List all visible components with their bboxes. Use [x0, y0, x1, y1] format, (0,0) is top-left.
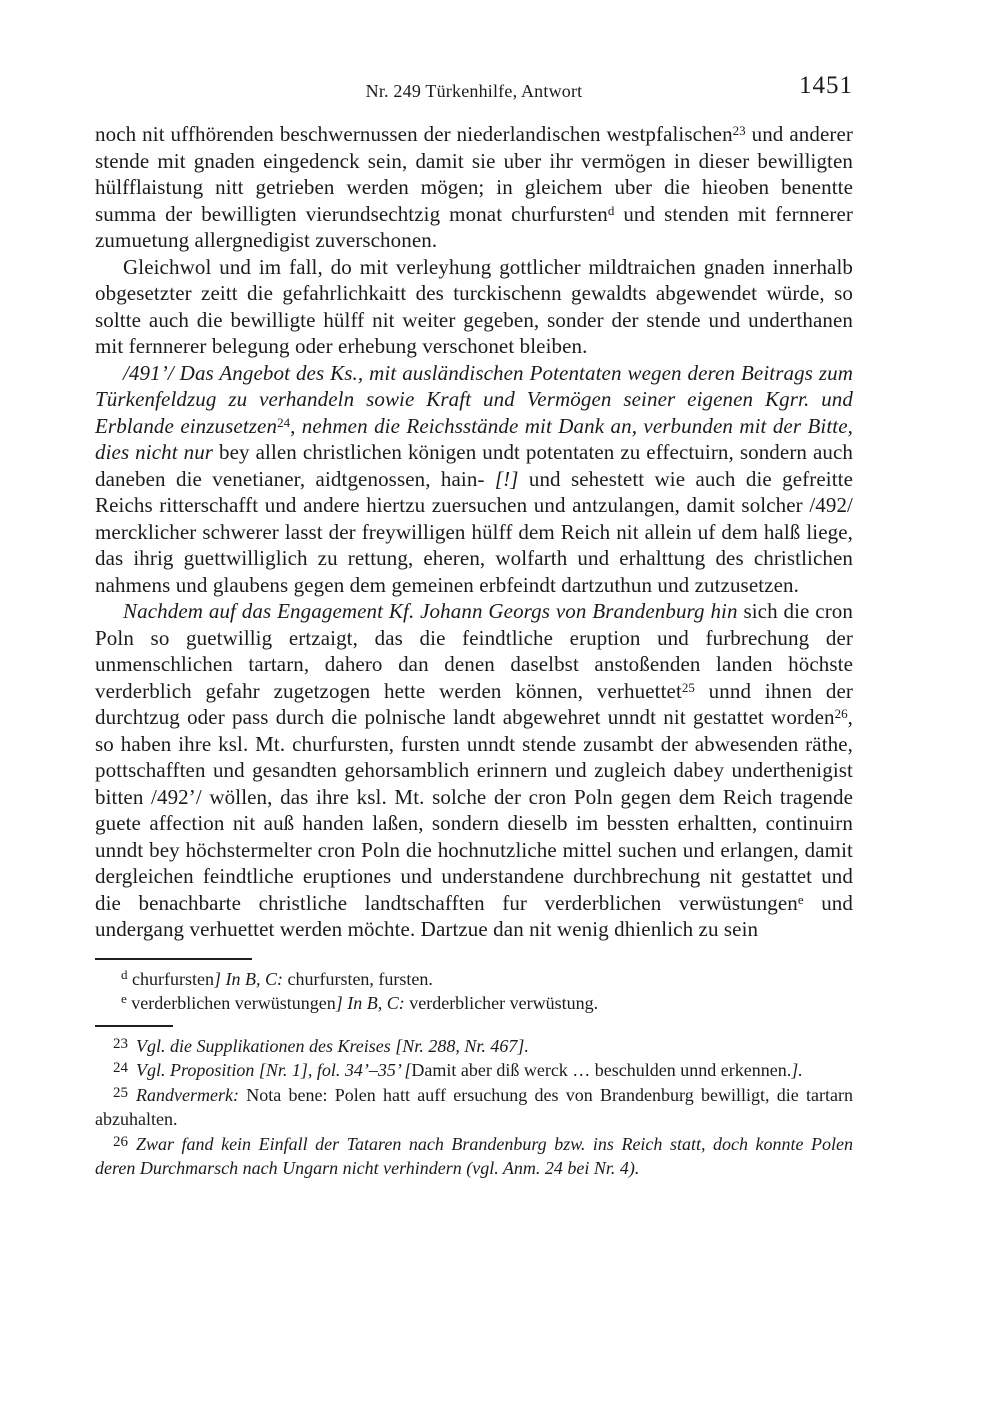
- superscript-ref: d: [121, 966, 128, 982]
- footnotes-rule: [95, 1025, 173, 1027]
- text-run: ] In B, C:: [335, 993, 410, 1013]
- text-run: /491’/ Das Angebot des Ks., mit ausländischen Potentaten wegen deren Beitrags zum Türkenfeldzug zu verhandeln sowie Kraft und Vermögen seiner eigenen Kgrr. und Erblande einzusetzen: [95, 360, 853, 438]
- text-run: [!]: [494, 466, 519, 491]
- footnote-number: 26: [113, 1133, 128, 1150]
- apparatus-notes: [95, 967, 853, 1016]
- paragraph-continuation: [95, 121, 853, 254]
- footnote-26: [95, 1132, 853, 1181]
- superscript-ref: e: [797, 891, 804, 907]
- text-run: Randvermerk:: [136, 1084, 247, 1105]
- text-run: sich die cron Poln so guetwillig ertzaigt, das die feindtliche eruption und furbrechung der unmenschlichen tartarn, dahero dan denen daselbst anstoßenden landen höchste verderblich gefahr zugetzogen hette werden können, verhuettet: [95, 599, 853, 703]
- text-run: verderblicher verwüstung.: [409, 993, 599, 1013]
- text-run: verderblichen verwüstungen: [126, 993, 336, 1013]
- text-run: ] In B, C:: [213, 968, 288, 989]
- text-run: , nehmen die Reichsstände mit Dank an, verbunden mit der Bitte, dies nicht nur: [95, 413, 853, 464]
- text-run: und sehestett wie auch die gefreitte Reichs ritterschafft und andere hiertzu zuersuchen und antzulangen, damit solcher /492/ mercklicher schwerer lasst der freywilligen hülff dem Reich nit allein uf dem halß liege, das ihrig guettwilliglich zu rettung, eheren, wolfarth und erhalttung des christlichen nahmens und glaubens gegen dem gemeinen erbfeindt dartzuthun und zutzusetzen.: [95, 466, 853, 597]
- superscript-ref: 26: [834, 706, 848, 721]
- text-run: und undergang verhuettet werden möchte. Dartzue dan nit wenig dhienlich zu sein: [95, 890, 853, 941]
- commentary-footnotes: [95, 1034, 853, 1181]
- text-run: bey allen christlichen königen undt potentaten zu effectuirn, sondern auch daneben die venetianer, aidtgenossen, hain-: [95, 440, 853, 491]
- superscript-ref: 23: [732, 123, 746, 138]
- apparatus-rule: [95, 958, 252, 960]
- text-run: churfursten, fursten.: [287, 968, 433, 989]
- text-run: Vgl. Proposition [Nr. 1], fol. 34’–35’ [: [136, 1060, 412, 1080]
- paragraph-angebot: [95, 360, 853, 599]
- text-run: Nota bene: Polen hatt auff ersuchung des von Brandenburg bewilligt, die tartarn abzuhalten.: [95, 1084, 853, 1129]
- paragraph-gleichwol: [95, 254, 853, 360]
- apparatus-note-d: [95, 967, 853, 992]
- footnote-number: 24: [113, 1060, 128, 1076]
- running-header: [95, 72, 853, 104]
- text-run: ].: [791, 1060, 803, 1080]
- page-number: 1451: [799, 72, 853, 99]
- text-run: churfursten: [127, 968, 214, 989]
- text-run: Nachdem auf das Engagement Kf. Johann Georgs von Brandenburg hin: [123, 599, 738, 623]
- footnote-24: [95, 1058, 853, 1083]
- superscript-ref: 25: [681, 679, 695, 695]
- text-run: Vgl. die Supplikationen des Kreises [Nr. 288, Nr. 467].: [136, 1035, 529, 1056]
- text-run: noch nit uffhörenden beschwernussen der niederlandischen westpfalischen: [95, 122, 733, 146]
- text-run: und anderer stende mit gnaden eingedenck sein, damit sie uber ihr vermögen in dieser bewilligten hülfflaistung nitt getrieben werden mögen; in gleichem uber die hieoben benentte summa der bewilligten vierundsechtzig monat churfursten: [95, 122, 853, 226]
- text-run: Zwar fand kein Einfall der Tataren nach Brandenburg bzw. ins Reich statt, doch konnte Polen deren Durchmarsch nach Ungarn nicht verhindern (vgl. Anm. 24 bei Nr. 4).: [95, 1133, 853, 1178]
- text-run: unnd ihnen der durchtzug oder pass durch die polnische landt abgewehret unndt nit gestattet worden: [95, 678, 853, 729]
- superscript-ref: e: [121, 991, 127, 1006]
- text-run: Damit aber diß werck … beschulden unnd erkennen.: [411, 1060, 792, 1080]
- footnote-number: 23: [113, 1035, 128, 1052]
- footnote-23: [95, 1034, 853, 1059]
- text-run: Gleichwol und im fall, do mit verleyhung gottlicher mildtraichen gnaden innerhalb obgesetzter zeitt die gefahrlichkaitt des turckischenn gewaldts abgewendet würde, so soltte auch die bewilligte hülff nit weiter gegeben, sonder der stende und underthanen mit fernnerer belegung oder erhebung verschonet bleiben.: [95, 254, 853, 358]
- paragraph-nachdem: [95, 598, 853, 943]
- superscript-ref: 24: [277, 414, 291, 430]
- footnote-number: 25: [113, 1084, 128, 1101]
- text-run: , so haben ihre ksl. Mt. churfursten, fursten unndt stende zusambt der abwesenden räthe, pottschafften und gesandten gehorsamblich erinnern und zugleich dabey underthenigist bitten /492’/ wöllen, das ihre ksl. Mt. solche der cron Poln gegen dem Reich tragende guete affection nit auß handen laßen, sondern dieselb im bessten erhaltten, continuirn unndt bey höchstermelter cron Poln die hochnutzliche mittel suchen und erlangen, damit dergleichen feindtliche eruptiones und understandene durchbrechung nit gestattet und die benachbarte christliche landtschafften fur verderblichen verwüstungen: [95, 705, 853, 915]
- body-text: [95, 121, 853, 943]
- text-run: und stenden mit fernnerer zumuetung allergnedigist zuverschonen.: [95, 201, 854, 252]
- footnote-25: [95, 1083, 853, 1132]
- header-title: Nr. 249 Türkenhilfe, Antwort: [365, 81, 583, 101]
- superscript-ref: d: [607, 202, 615, 218]
- apparatus-note-e: [95, 991, 853, 1016]
